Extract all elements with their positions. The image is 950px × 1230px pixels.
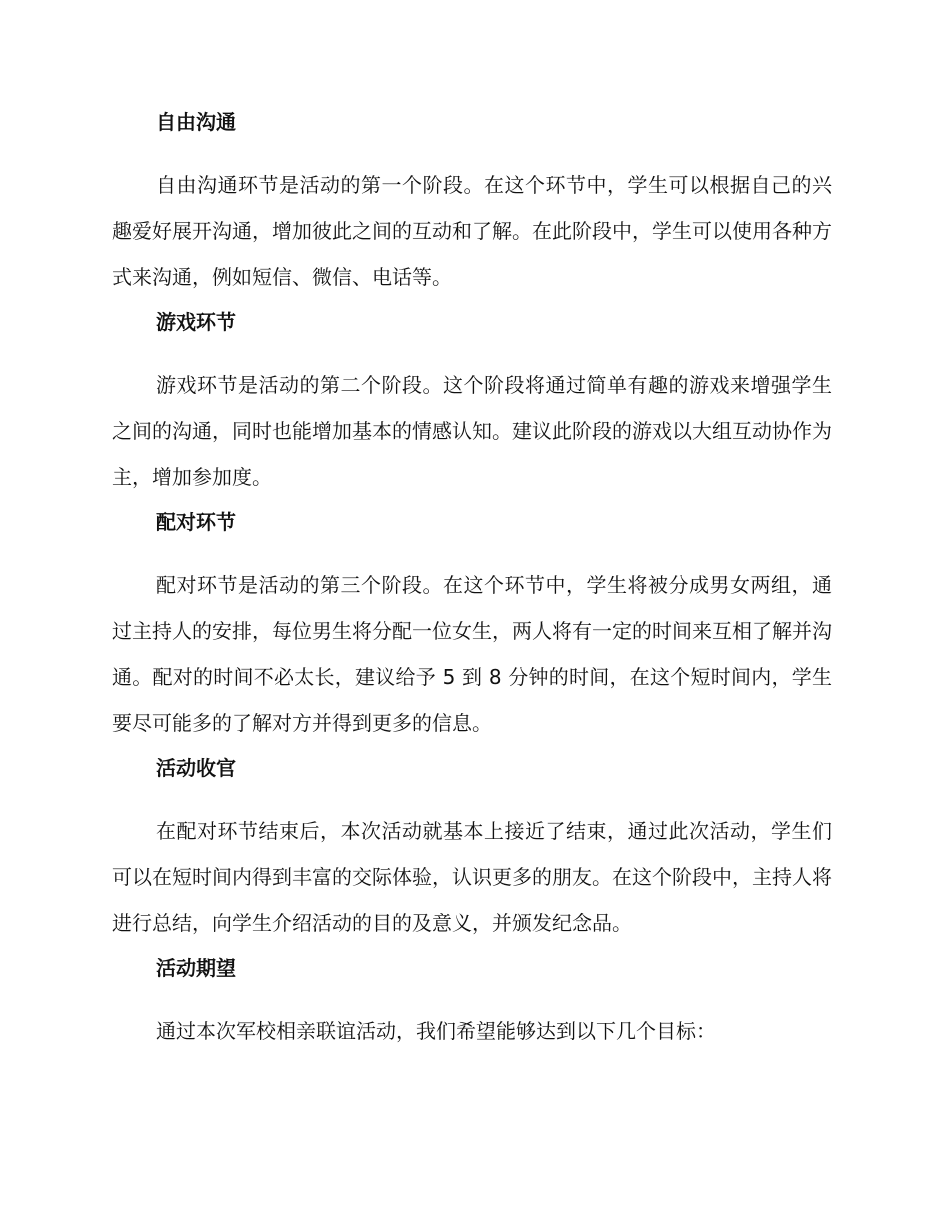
section-heading: 配对环节 — [156, 510, 236, 534]
section-pairing — [112, 510, 832, 746]
section-heading: 活动期望 — [156, 956, 236, 980]
document-page — [112, 110, 832, 1064]
section-heading: 活动收官 — [156, 756, 236, 780]
section-paragraph: 配对环节是活动的第三个阶段。在这个环节中，学生将被分成男女两组，通过主持人的安排，每位男生将分配一位女生，两人将有一定的时间来互相了解并沟通。配对的时间不必太长，建议给予 5 到 8 分钟的时间，在这个短时间内，学生要尽可能多的了解对方并得到更多的信息。 — [112, 573, 832, 735]
section-heading: 游戏环节 — [156, 310, 236, 334]
section-game — [112, 310, 832, 500]
section-paragraph: 通过本次军校相亲联谊活动，我们希望能够达到以下几个目标： — [156, 1019, 716, 1043]
section-closing — [112, 756, 832, 946]
section-paragraph: 自由沟通环节是活动的第一个阶段。在这个环节中，学生可以根据自己的兴趣爱好展开沟通，增加彼此之间的互动和了解。在此阶段中，学生可以使用各种方式来沟通，例如短信、微信、电话等。 — [112, 173, 832, 289]
section-heading: 自由沟通 — [156, 110, 236, 134]
section-paragraph: 在配对环节结束后，本次活动就基本上接近了结束，通过此次活动，学生们可以在短时间内得到丰富的交际体验，认识更多的朋友。在这个阶段中，主持人将进行总结，向学生介绍活动的目的及意义，并颁发纪念品。 — [112, 819, 832, 935]
section-free-communication — [112, 110, 832, 300]
section-expectations — [112, 956, 832, 1054]
section-paragraph: 游戏环节是活动的第二个阶段。这个阶段将通过简单有趣的游戏来增强学生之间的沟通，同时也能增加基本的情感认知。建议此阶段的游戏以大组互动协作为主，增加参加度。 — [112, 373, 832, 489]
